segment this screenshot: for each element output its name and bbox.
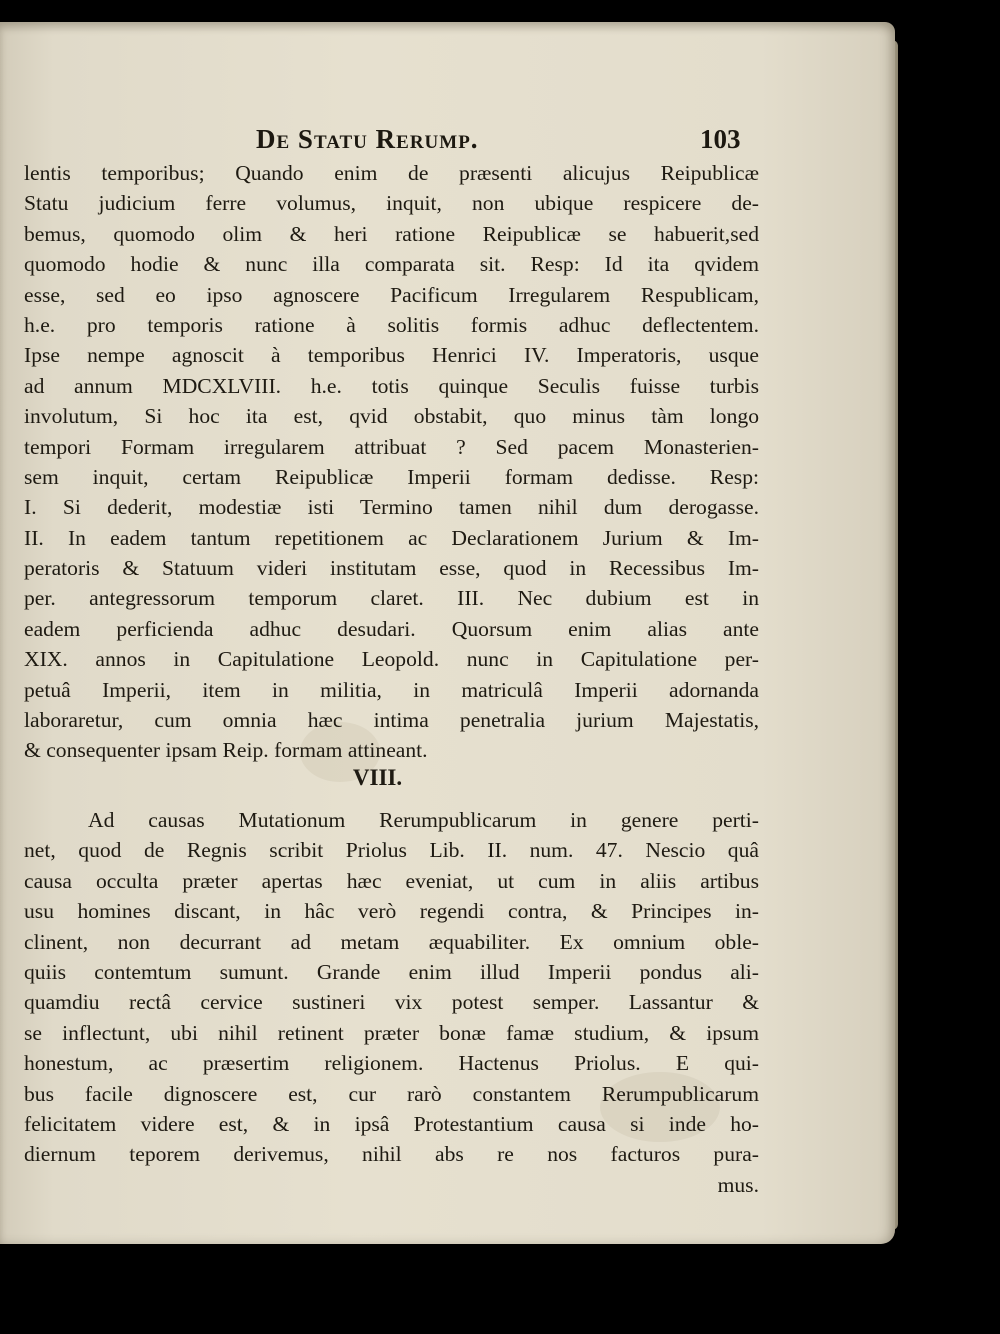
text-line: net, quod de Regnis scribit Priolus Lib. II. num. 47. Nescio quâ bbox=[24, 838, 759, 863]
text-line: Ad causas Mutationum Rerumpublicarum in genere perti- bbox=[88, 808, 759, 832]
text-line: & consequenter ipsam Reip. formam attineant. bbox=[24, 738, 428, 763]
text-line: quamdiu rectâ cervice sustineri vix potest semper. Lassantur & bbox=[24, 990, 759, 1015]
text-line: clinent, non decurrant ad metam æquabiliter. Ex omnium oble- bbox=[24, 929, 759, 954]
text-line: honestum, ac præsertim religionem. Hactenus Priolus. E qui- bbox=[24, 1051, 759, 1076]
text-line: tempori Formam irregularem attribuat ? Sed pacem Monasterien- bbox=[24, 434, 759, 459]
text-line: eadem perficienda adhuc desudari. Quorsum enim alias ante bbox=[24, 616, 759, 641]
text-line: ad annum MDCXLVIII. h.e. totis quinque Seculis fuisse turbis bbox=[24, 373, 759, 398]
book-page bbox=[0, 22, 895, 1244]
text-line: felicitatem videre est, & in ipsâ Protestantium causa si inde ho- bbox=[24, 1111, 759, 1136]
text-line: II. In eadem tantum repetitionem ac Declarationem Jurium & Im- bbox=[24, 525, 759, 550]
paragraph-continued bbox=[24, 158, 759, 766]
text-line: diernum teporem derivemus, nihil abs re nos facturos pura- bbox=[24, 1142, 759, 1167]
text-line: mus. bbox=[717, 1172, 759, 1197]
paragraph-viii bbox=[24, 805, 759, 1200]
text-line: lentis temporibus; Quando enim de præsenti alicujus Reipublicæ bbox=[24, 161, 759, 185]
text-line: usu homines discant, in hâc verò regendi contra, & Principes in- bbox=[24, 899, 759, 924]
text-line: involutum, Si hoc ita est, qvid obstabit, quo minus tàm longo bbox=[24, 404, 759, 429]
text-line: per. antegressorum temporum claret. III. Nec dubium est in bbox=[24, 586, 759, 611]
text-line: laboraretur, cum omnia hæc intima penetralia jurium Majestatis, bbox=[24, 708, 759, 733]
text-line: h.e. pro temporis ratione à solitis formis adhuc deflectentem. bbox=[24, 312, 759, 337]
page-number: 103 bbox=[700, 124, 741, 154]
text-line: I. Si dederit, modestiæ isti Termino tamen nihil dum derogasse. bbox=[24, 495, 759, 520]
text-line: bemus, quomodo olim & heri ratione Reipublicæ se habuerit,sed bbox=[24, 221, 759, 246]
text-line: peratoris & Statuum videri institutam esse, quod in Recessibus Im- bbox=[24, 556, 759, 581]
section-number: VIII. bbox=[352, 765, 403, 790]
text-line: quiis contemtum sumunt. Grande enim illud Imperii pondus ali- bbox=[24, 959, 759, 984]
text-line: causa occulta præter apertas hæc eveniat, ut cum in aliis artibus bbox=[24, 868, 759, 893]
text-line: Statu judicium ferre volumus, inquit, non ubique respicere de- bbox=[24, 191, 759, 216]
text-line: petuâ Imperii, item in militia, in matriculâ Imperii adornanda bbox=[24, 677, 759, 702]
text-line: se inflectunt, ubi nihil retinent præter bonæ famæ studium, & ipsum bbox=[24, 1020, 759, 1045]
text-line: sem inquit, certam Reipublicæ Imperii formam dedisse. Resp: bbox=[24, 464, 759, 489]
text-line: Ipse nempe agnoscit à temporibus Henrici IV. Imperatoris, usque bbox=[24, 343, 759, 368]
text-line: bus facile dignoscere est, cur rarò constantem Rerumpublicarum bbox=[24, 1081, 759, 1106]
text-line: XIX. annos in Capitulatione Leopold. nunc in Capitulatione per- bbox=[24, 647, 759, 672]
text-line: quomodo hodie & nunc illa comparata sit. Resp: Id ita qvidem bbox=[24, 252, 759, 277]
running-head: De Statu Rerump. bbox=[256, 124, 479, 154]
text-line: esse, sed eo ipso agnoscere Pacificum Irregularem Respublicam, bbox=[24, 282, 759, 307]
